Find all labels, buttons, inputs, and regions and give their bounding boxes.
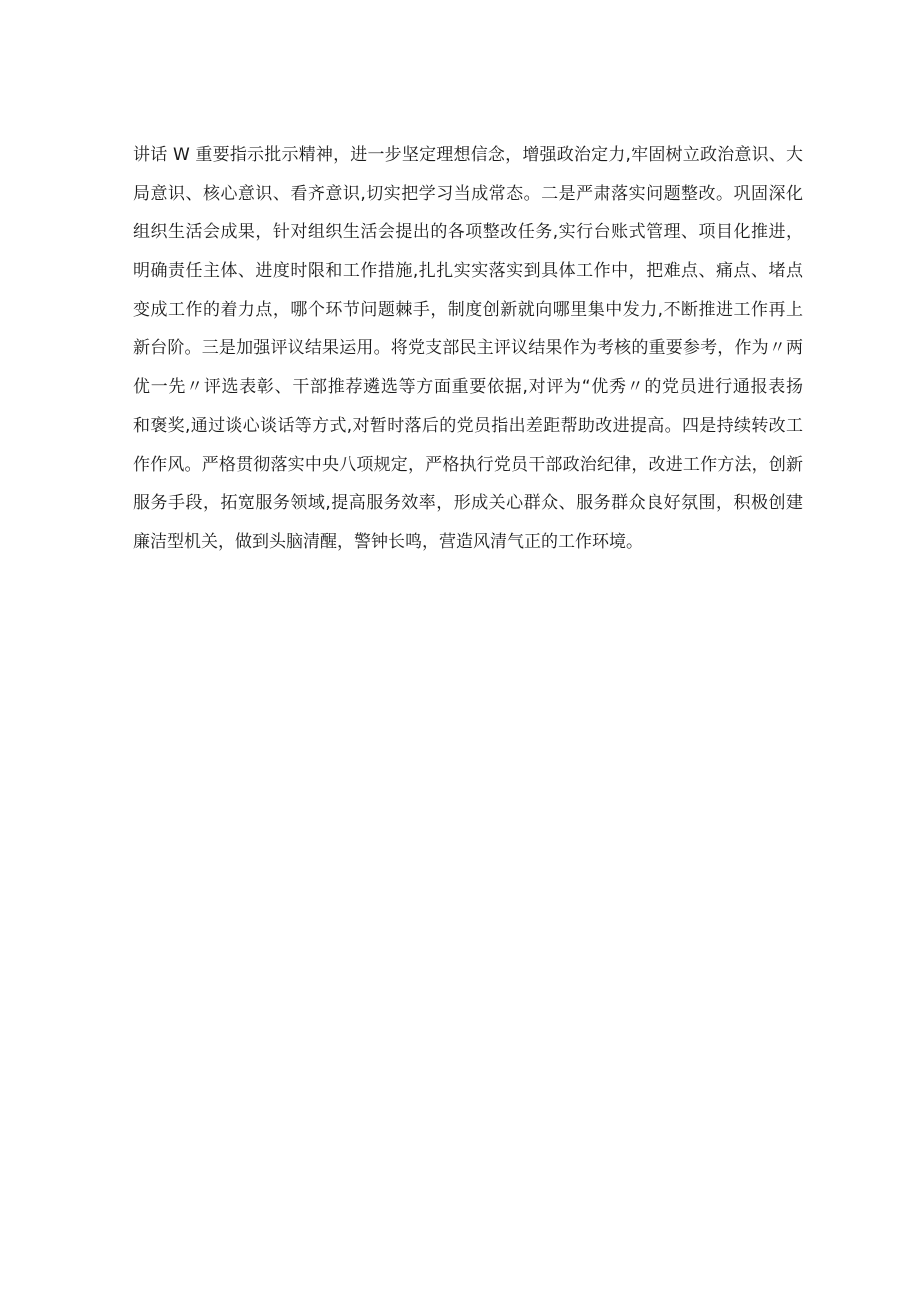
paragraph-line: 新台阶。三是加强评议结果运用。将党支部民主评议结果作为考核的重要参考，作为〃两: [133, 338, 803, 359]
paragraph-line: 廉洁型机关，做到头脑清醒，警钟长鸣，营造风清气正的工作环境。: [133, 531, 643, 552]
paragraph-line: 优一先〃评选表彰、干部推荐遴选等方面重要依据,对评为“优秀〃的党员进行通报表扬: [133, 377, 803, 398]
paragraph-line: 讲话 W 重要指示批示精神，进一步坚定理想信念，增强政治定力,牢固树立政治意识、大: [133, 145, 803, 165]
paragraph-line: 作作风。严格贯彻落实中央八项规定，严格执行党员干部政治纪律，改进工作方法，创新: [133, 454, 803, 475]
paragraph-line: 组织生活会成果，针对组织生活会提出的各项整改任务,实行台账式管理、项目化推进，: [133, 222, 803, 243]
paragraph-line: 变成工作的着力点，哪个环节问题棘手，制度创新就向哪里集中发力,不断推进工作再上: [133, 299, 803, 320]
paragraph-line: 局意识、核心意识、看齐意识,切实把学习当成常态。二是严肃落实问题整改。巩固深化: [133, 183, 803, 204]
body-paragraph: [133, 136, 803, 562]
paragraph-line: 明确责任主体、进度时限和工作措施,扎扎实实落实到具体工作中，把难点、痛点、堵点: [133, 261, 803, 282]
paragraph-line: 服务手段，拓宽服务领域,提高服务效率，形成关心群众、服务群众良好氛围，积极创建: [133, 493, 803, 514]
paragraph-line: 和褒奖,通过谈心谈话等方式,对暂时落后的党员指出差距帮助改进提高。四是持续转改工: [133, 415, 803, 436]
